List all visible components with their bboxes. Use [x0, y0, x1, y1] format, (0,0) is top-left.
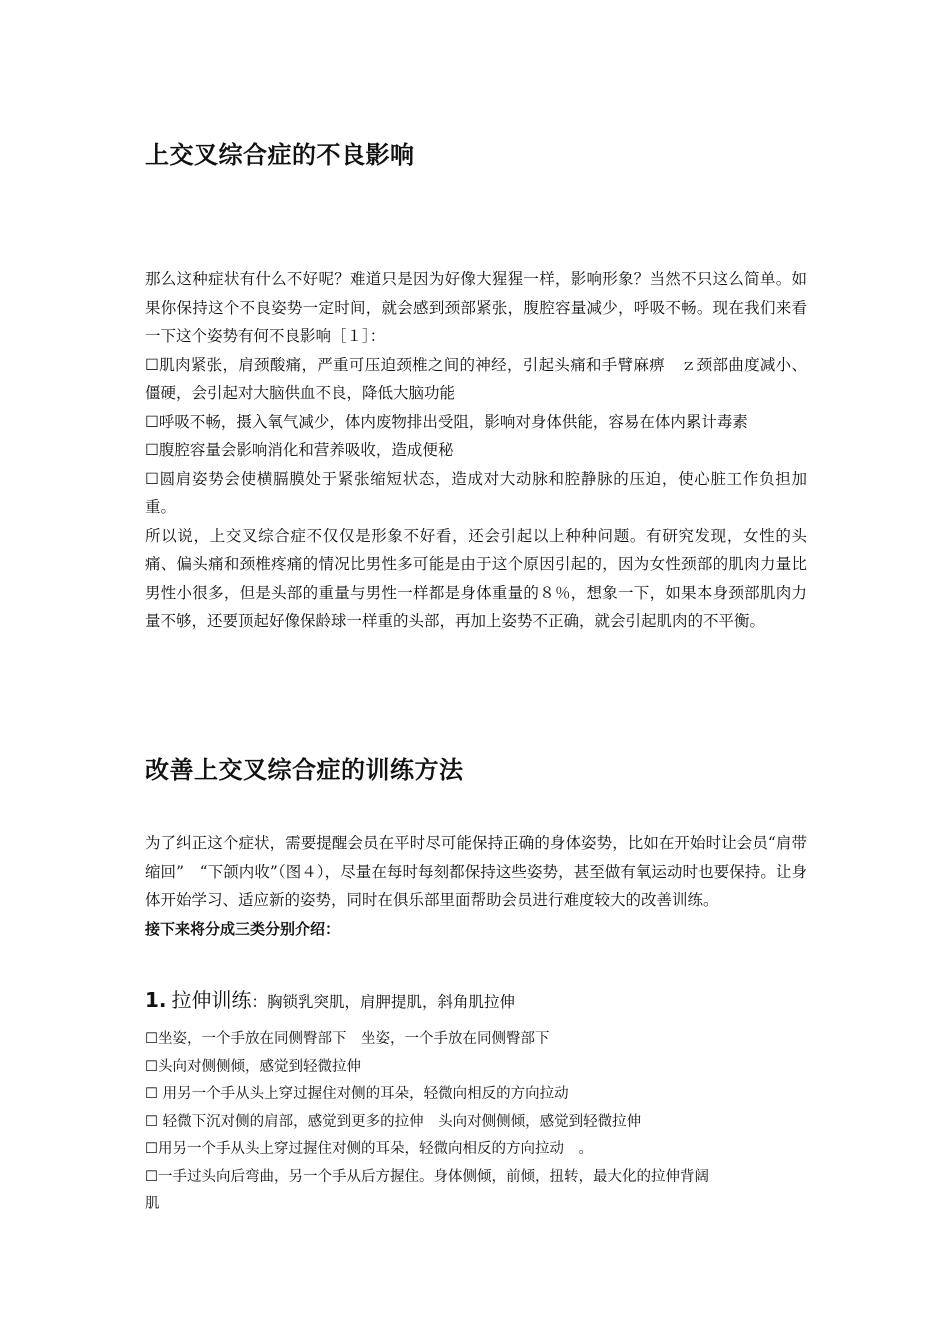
- effect-item: ☐ 圆肩姿势会使横膈膜处于紧张缩短状态，造成对大动脉和腔静脉的压迫，使心脏工作负担加重。: [145, 465, 807, 522]
- training-intro-paragraph: 为了纠正这个症状，需要提醒会员在平时尽可能保持正确的身体姿势，比如在开始时让会员“肩带缩回” “下颌内收”（图４），尽量在每时每刻都保持这些姿势，甚至做有氧运动时也要保持。让身体开始学习、适应新的姿势，同时在俱乐部里面帮助会员进行难度较大的改善训练。: [145, 834, 807, 909]
- training-section-body: [145, 829, 807, 943]
- subsection-label: 拉伸训练: [171, 988, 252, 1012]
- subsection-colon: ：: [251, 993, 267, 1011]
- subsection-heading-stretch: [145, 984, 515, 1013]
- intro-paragraph: 那么这种症状有什么不好呢？难道只是因为好像大猩猩一样，影响形象？当然不只这么简单。如果你保持这个不良姿势一定时间，就会感到颈部紧张，腹腔容量减少，呼吸不畅。现在我们来看一下这个姿势有何不良影响［１］：: [145, 270, 807, 345]
- step-item: ☐ 一手过头向后弯曲，另一个手从后方握住。身体侧倾，前倾，扭转，最大化的拉伸背阔肌: [145, 1164, 720, 1219]
- section-heading-effects: 上交叉综合症的不良影响: [145, 141, 415, 169]
- step-item: ☐ 头向对侧侧倾，感觉到轻微拉伸: [145, 1054, 785, 1082]
- conclusion-paragraph: 所以说，上交叉综合症不仅仅是形象不好看，还会引起以上种种问题。有研究发现，女性的头痛、偏头痛和颈椎疼痛的情况比男性多可能是由于这个原因引起的，因为女性颈部的肌肉力量比男性小很多，但是头部的重量与男性一样都是身体重量的８％，想象一下，如果本身颈部肌肉力量不够，还要顶起好像保龄球一样重的头部，再加上姿势不正确，就会引起肌肉的不平衡。: [145, 526, 807, 630]
- effects-section-body: [145, 265, 807, 636]
- step-item: ☐ 坐姿，一个手放在同侧臀部下 坐姿，一个手放在同侧臀部下: [145, 1026, 785, 1054]
- effect-item: ☐ 呼吸不畅，摄入氧气减少，体内废物排出受阻，影响对身体供能，容易在体内累计毒素: [145, 408, 807, 437]
- section-heading-training: 改善上交叉综合症的训练方法: [145, 756, 464, 784]
- step-item: ☐ 用另一个手从头上穿过握住对侧的耳朵，轻微向相反的方向拉动 。: [145, 1136, 785, 1164]
- step-item: ☐ 轻微下沉对侧的肩部，感觉到更多的拉伸 头向对侧侧倾，感觉到轻微拉伸: [145, 1109, 785, 1137]
- subsection-description: 胸锁乳突肌，肩胛提肌，斜角肌拉伸: [266, 993, 515, 1011]
- step-item: ☐ 用另一个手从头上穿过握住对侧的耳朵，轻微向相反的方向拉动: [145, 1081, 785, 1109]
- stretch-steps-list: [145, 1026, 785, 1219]
- subsection-number: 1.: [145, 988, 167, 1012]
- categories-intro: 接下来将分成三类分别介绍：: [145, 919, 341, 938]
- effect-item: ☐ 肌肉紧张，肩颈酸痛，严重可压迫颈椎之间的神经，引起头痛和手臂麻痹 ｚ颈部曲度减小、僵硬，会引起对大脑供血不良，降低大脑功能: [145, 351, 807, 408]
- effect-item: ☐ 腹腔容量会影响消化和营养吸收，造成便秘: [145, 436, 807, 465]
